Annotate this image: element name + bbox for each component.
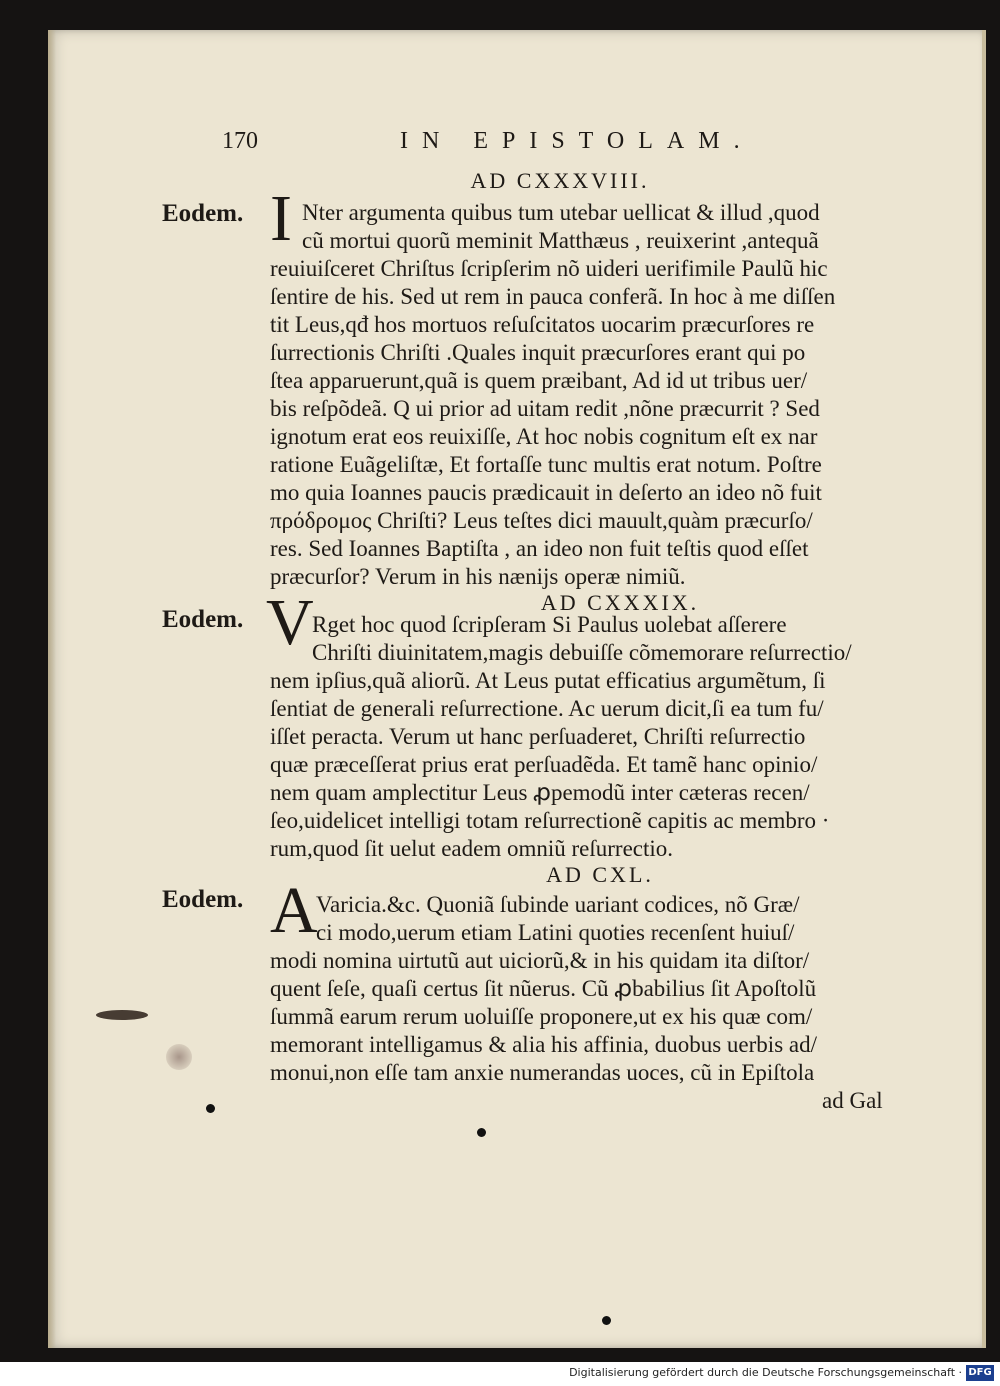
section-heading: AD CXL. (546, 862, 654, 887)
text-line: modi nomina uirtutũ aut uiciorũ,& in his quidam ita diſtor/ (270, 948, 810, 973)
margin-note: Eodem. (162, 200, 244, 227)
text-line: res. Sed Ioannes Baptiſta , an ideo non fuit teſtis quod eſſet (270, 536, 809, 561)
text-line: ſeo,uidelicet intelligi totam reſurrectionẽ capitis ac membro · (270, 808, 830, 833)
text-line: reuiuiſceret Chriſtus ſcripſerim nõ uideri uerifimile Paulũ hic (270, 256, 828, 281)
text-line: quæ præceſſerat prius erat perſuadẽda. Et tamẽ hanc opinio/ (270, 752, 818, 777)
text-line: præcurſor? Verum in his nænijs operæ nimiũ. (270, 564, 686, 589)
ink-dot (206, 1104, 215, 1113)
text-line: rum,quod ſit uelut eadem omniũ reſurrectio. (270, 836, 674, 861)
text-line: ci modo,uerum etiam Latini quoties recenſent huiuſ/ (316, 920, 795, 945)
drop-initial: I (270, 182, 292, 255)
text-line: ſentire de his. Sed ut rem in pauca conferã. In hoc à me diſſen (270, 284, 836, 309)
running-head (222, 128, 902, 162)
footer-credit: Digitalisierung gefördert durch die Deutsche Forschungsgemeinschaft · (569, 1366, 962, 1379)
text-line: Chriſti diuinitatem,magis debuiſſe cõmemorare reſurrectio/ (312, 640, 852, 665)
text-line: ſentiat de generali reſurrectione. Ac uerum dicit,ſi ea tum fu/ (270, 696, 824, 721)
ink-dot (477, 1128, 486, 1137)
text-line: cũ mortui quorũ meminit Matthæus , reuixerint ,antequã (302, 228, 819, 253)
text-line: πρόδρομος Chriſti? Leus teſtes dici mauult,quàm præcurſo/ (270, 508, 813, 533)
text-line: ratione Euãgeliſtæ, Et fortaſſe tunc multis erat notum. Poſtre (270, 452, 822, 477)
text-line: tit Leus,qđ hos mortuos reſuſcitatos uocarim præcurſores re (270, 312, 815, 337)
text-line: Nter argumenta quibus tum utebar uellicat & illud ,quod (302, 200, 820, 225)
text-line: memorant intelligamus & alia his affinia, duobus uerbis ad/ (270, 1032, 817, 1057)
digitization-footer (0, 1362, 1000, 1386)
text-line: iſſet peracta. Verum ut hanc perſuaderet, Chriſti reſurrectio (270, 724, 806, 749)
text-line: ignotum erat eos reuixiſſe, At hoc nobis cognitum eſt ex nar (270, 424, 818, 449)
paper-stain (166, 1044, 192, 1070)
text-line: ſurrectionis Chriſti .Quales inquit præcurſores erant qui po (270, 340, 806, 365)
text-line: monui,non eſſe tam anxie numerandas uoces, cũ in Epiſtola (270, 1060, 815, 1085)
margin-note: Eodem. (162, 886, 244, 913)
section-heading: AD CXXXVIII. (470, 168, 650, 193)
text-line: nem quam amplectitur Leus ꝓpemodũ inter cæteras recen/ (270, 780, 810, 805)
drop-initial: A (270, 874, 318, 947)
drop-initial: V (266, 586, 314, 659)
catchword: ad Gal (822, 1088, 883, 1113)
page-number: 170 (222, 128, 258, 154)
ink-dot (602, 1316, 611, 1325)
ink-smear (96, 1010, 148, 1020)
text-line: Varicia.&c. Quoniã ſubinde uariant codices, nõ Græ/ (316, 892, 800, 917)
gutter-shadow (48, 30, 56, 1348)
text-line: Rget hoc quod ſcripſeram Si Paulus uolebat aſſerere (312, 612, 787, 637)
text-line: mo quia Ioannes paucis prædicauit in deſerto an ideo nõ fuit (270, 480, 822, 505)
page-edge (982, 30, 986, 1348)
text-line: quent ſeſe, quaſi certus ſit nũerus. Cũ ꝓbabilius ſit Apoſtolũ (270, 976, 817, 1001)
margin-note: Eodem. (162, 606, 244, 633)
running-title: IN EPISTOLAM. (400, 128, 754, 154)
text-line: ſtea apparuerunt,quã is quem præibant, Ad id ut tribus uer/ (270, 368, 808, 393)
text-line: nem ipſius,quã aliorũ. At Leus putat efficatius argumẽtum, ſi (270, 668, 826, 693)
section-heading: AD CXXXIX. (540, 590, 700, 615)
dfg-logo: DFG (966, 1365, 994, 1381)
text-line: ſummã earum rerum uoluiſſe proponere,ut ex his quæ com/ (270, 1004, 813, 1029)
text-line: bis reſpõdeã. Q ui prior ad uitam redit ,nõne præcurrit ? Sed (270, 396, 820, 421)
